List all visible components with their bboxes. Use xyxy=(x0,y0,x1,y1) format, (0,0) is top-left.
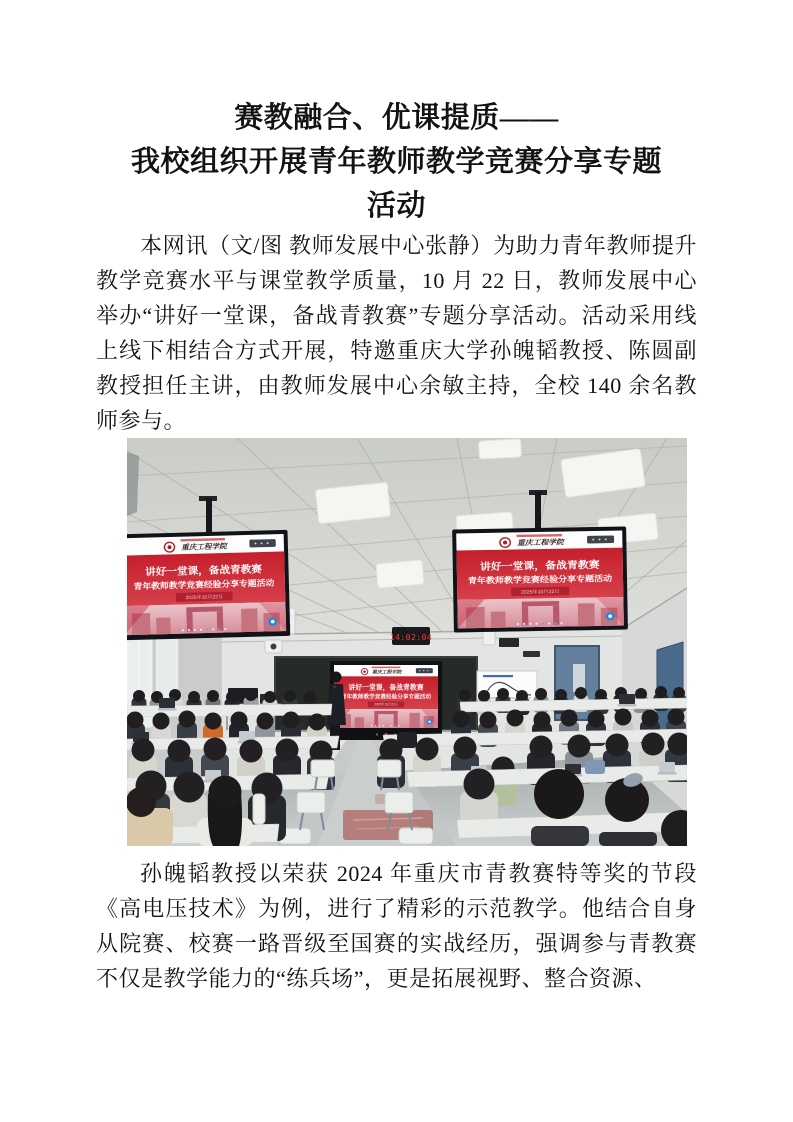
blue-bag xyxy=(585,760,605,774)
wall-clock xyxy=(390,627,433,645)
ceiling-camera xyxy=(265,640,282,653)
detail-paragraph: 孙魄韬教授以荣获 2024 年重庆市青教赛特等奖的节段《高电压技术》为例，进行了精彩的示范教学。他结合自身从院赛、校赛一路晋级至国赛的实战经历，强调参与青教赛不仅是教学能力的“练兵场”，更是拓展视野、整合资源、 xyxy=(96,861,697,991)
wall-panel xyxy=(499,638,519,647)
article-title-line-2: 我校组织开展青年教师教学竞赛分享专题 xyxy=(130,146,662,178)
intro-paragraph: 本网讯（文/图 教师发展中心张静）为助力青年教师提升教学竞赛水平与课堂教学质量，10 月 22 日，教师发展中心举办“讲好一堂课，备战青教赛”专题分享活动。活动采用线上线下相结合方式开展，特邀重庆大学孙魄韬教授、陈圆副教授担任主讲，由教师发展中心余敏主持，全校 140 余名教师参与。 xyxy=(96,233,697,433)
article-title-line-3: 活动 xyxy=(366,190,426,222)
article-title-line-1: 赛教融合、优课提质—— xyxy=(234,102,559,134)
tv-screen-right xyxy=(452,526,628,632)
wall-panel-2 xyxy=(523,651,540,657)
thermos-bottle xyxy=(253,794,265,824)
article-title xyxy=(96,96,697,228)
tv-screen-left xyxy=(127,530,290,640)
smartboard xyxy=(330,661,442,740)
clock-time: 14:02:04 xyxy=(389,633,433,642)
event-photo xyxy=(127,438,687,846)
